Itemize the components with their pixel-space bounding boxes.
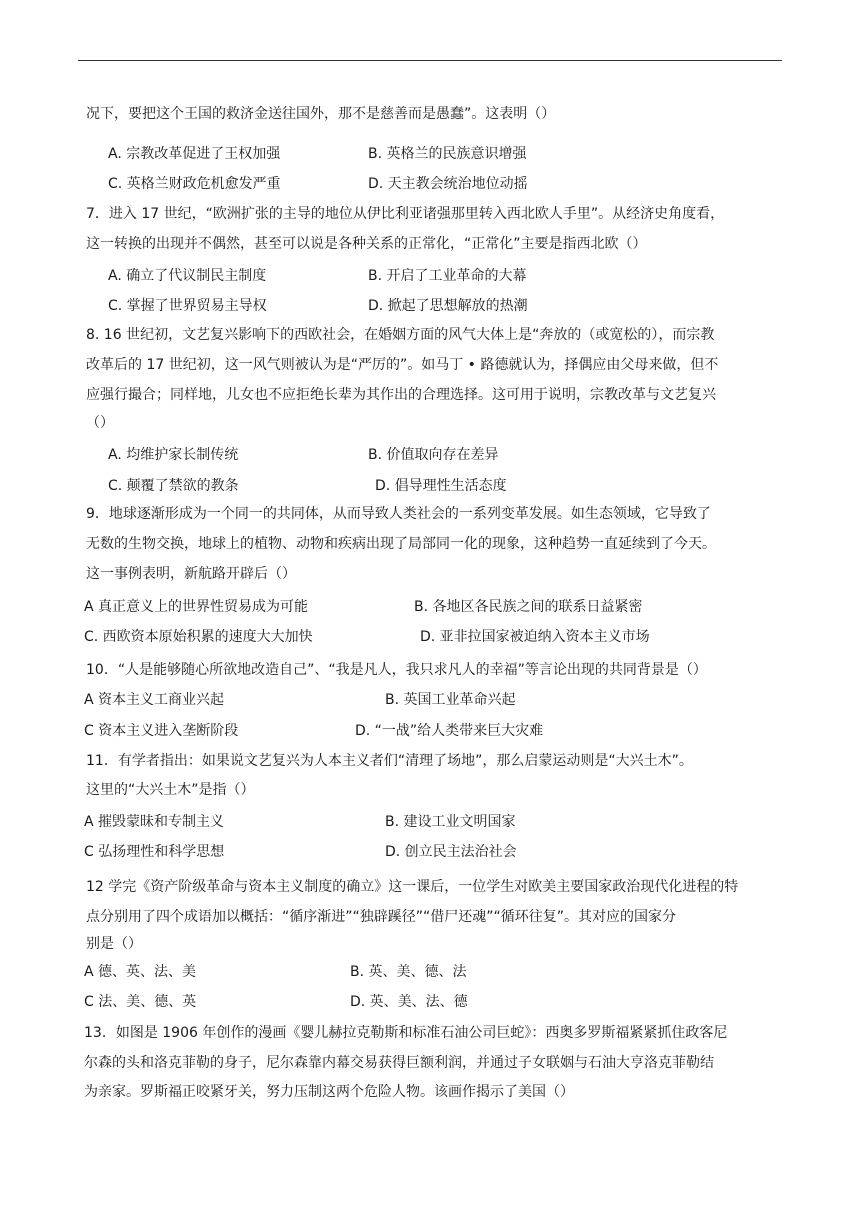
- q7-option-d: D. 掀起了思想解放的热潮: [368, 298, 528, 314]
- q7-option-c: C. 掌握了世界贸易主导权: [108, 298, 267, 314]
- q7-stem-line-1: 7．进入 17 世纪，“欧洲扩张的主导的地位从伊比利亚诸强那里转入西北欧人手里”。从经济史角度看，: [86, 206, 725, 222]
- q6-option-b: B. 英格兰的民族意识增强: [368, 146, 527, 162]
- q10-stem-line-1: 10．“人是能够随心所欲地改造自己”、“我是凡人，我只求凡人的幸福”等言论出现的共同背景是（）: [86, 662, 707, 678]
- q8-option-a: A. 均维护家长制传统: [108, 447, 239, 463]
- q12-option-c: C 法、美、德、英: [84, 994, 197, 1010]
- q12-option-d: D. 英、美、法、德: [350, 994, 468, 1010]
- q7-option-b: B. 开启了工业革命的大幕: [368, 268, 527, 284]
- q13-stem-line-2: 尔森的头和洛克菲勒的身子，尼尔森靠内幕交易获得巨额利润，并通过子女联姻与石油大亨洛克菲勒结: [84, 1055, 714, 1071]
- q11-stem-line-1: 11．有学者指出：如果说文艺复兴为人本主义者们“清理了场地”，那么启蒙运动则是“大兴土木”。: [86, 753, 693, 769]
- q12-option-a: A 德、英、法、美: [84, 964, 197, 980]
- q9-stem-line-1: 9．地球逐渐形成为一个同一的共同体，从而导致人类社会的一系列变革发展。如生态领域，它导致了: [86, 506, 711, 522]
- q12-stem-line-3: 别是（）: [86, 936, 142, 952]
- q8-stem-line-1: 8. 16 世纪初，文艺复兴影响下的西欧社会，在婚姻方面的风气大体上是“奔放的（或宽松的），而宗教: [86, 327, 715, 343]
- q6-option-c: C. 英格兰财政危机愈发严重: [108, 176, 281, 192]
- q11-option-b: B. 建设工业文明国家: [385, 814, 516, 830]
- q12-stem-line-2: 点分别用了四个成语加以概括：“循序渐进”“独辟蹊径”“借尸还魂”“循环往复”。其对应的国家分: [86, 909, 677, 925]
- q8-option-d: D. 倡导理性生活态度: [375, 478, 507, 494]
- q8-stem-line-4: （）: [86, 415, 114, 431]
- q9-option-d: D. 亚非拉国家被迫纳入资本主义市场: [420, 629, 650, 645]
- q8-option-c: C. 颠覆了禁欲的教条: [108, 478, 239, 494]
- q10-option-b: B. 英国工业革命兴起: [385, 692, 516, 708]
- q11-option-a: A 摧毁蒙昧和专制主义: [84, 814, 225, 830]
- q6-option-a: A. 宗教改革促进了王权加强: [108, 146, 281, 162]
- q9-stem-line-2: 无数的生物交换，地球上的植物、动物和疾病出现了局部同一化的现象，这种趋势一直延续到了今天。: [86, 536, 716, 552]
- q13-stem-line-3: 为亲家。罗斯福正咬紧牙关，努力压制这两个危险人物。该画作揭示了美国（）: [84, 1084, 574, 1100]
- q11-option-c: C 弘扬理性和科学思想: [84, 844, 225, 860]
- q8-stem-line-3: 应强行撮合；同样地，儿女也不应拒绝长辈为其作出的合理选择。这可用于说明，宗教改革与文艺复兴: [86, 387, 716, 403]
- q9-option-a: A 真正意义上的世界性贸易成为可能: [84, 599, 309, 615]
- q8-option-b: B. 价值取向存在差异: [368, 447, 499, 463]
- q12-stem-line-1: 12 学完《资产阶级革命与资本主义制度的确立》这一课后，一位学生对欧美主要国家政治现代化进程的特: [86, 879, 739, 895]
- q10-option-d: D. “一战”给人类带来巨大灾难: [355, 723, 544, 739]
- q10-option-a: A 资本主义工商业兴起: [84, 692, 225, 708]
- q9-option-b: B. 各地区各民族之间的联系日益紧密: [414, 599, 643, 615]
- q12-option-b: B. 英、美、德、法: [350, 964, 467, 980]
- q8-stem-line-2: 改革后的 17 世纪初，这一风气则被认为是“严厉的”。如马丁 • 路德就认为，择偶应由父母来做，但不: [86, 357, 719, 373]
- q10-option-c: C 资本主义进入垄断阶段: [84, 723, 239, 739]
- q6-stem-tail: 况下，要把这个王国的救济金送往国外，那不是慈善而是愚蠢”。这表明（）: [86, 106, 556, 122]
- q7-option-a: A. 确立了代议制民主制度: [108, 268, 267, 284]
- q7-stem-line-2: 这一转换的出现并不偶然，甚至可以说是各种关系的正常化，“正常化”主要是指西北欧（）: [86, 236, 647, 252]
- q9-stem-line-3: 这一事例表明，新航路开辟后（）: [86, 566, 296, 582]
- q11-option-d: D. 创立民主法治社会: [385, 844, 517, 860]
- q9-option-c: C. 西欧资本原始积累的速度大大加快: [84, 629, 313, 645]
- q11-stem-line-2: 这里的“大兴土木”是指（）: [86, 782, 255, 798]
- header-rule: [78, 60, 782, 61]
- q13-stem-line-1: 13．如图是 1906 年创作的漫画《婴儿赫拉克勒斯和标准石油公司巨蛇》：西奥多罗斯福紧紧抓住政客尼: [84, 1025, 728, 1041]
- q6-option-d: D. 天主教会统治地位动摇: [368, 176, 528, 192]
